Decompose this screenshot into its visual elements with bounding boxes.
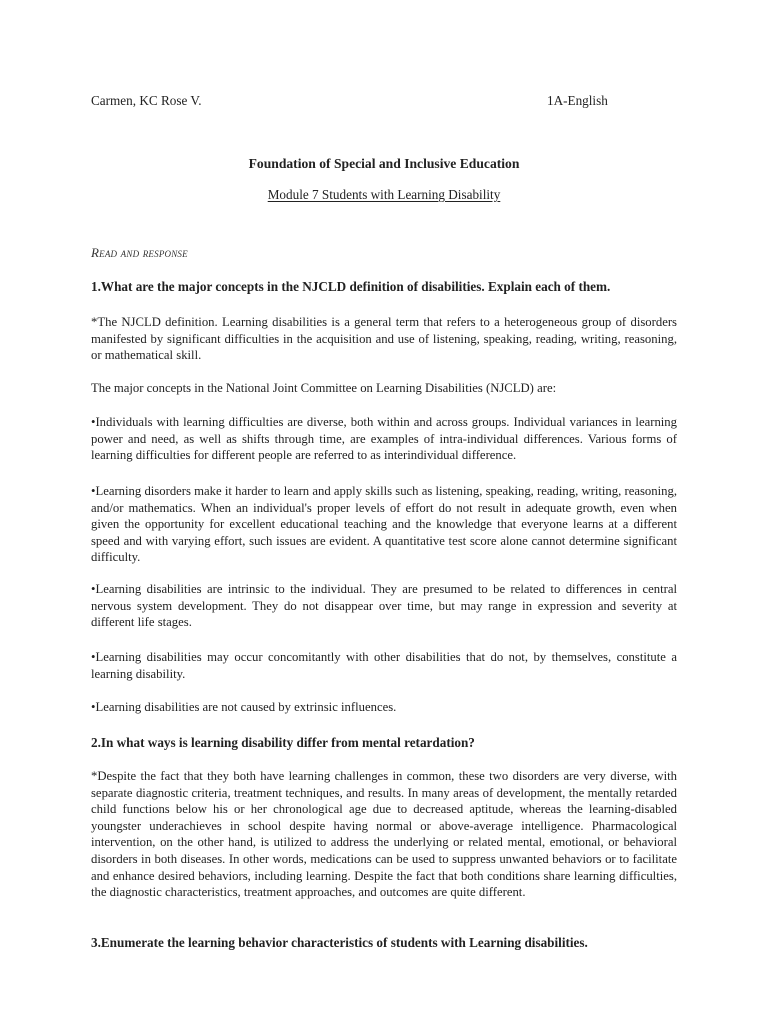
answer-1: *The NJCLD definition. Learning disabilities is a general term that refers to a heterogeneous group of disorders manifested by significant difficulties in the acquisition and use of listening, speaking, reading, writing, reasoning, or mathematical skill. bbox=[91, 315, 677, 363]
answer-1-bullet: •Learning disabilities are not caused by extrinsic influences. bbox=[91, 700, 397, 714]
question-1: 1.What are the major concepts in the NJCLD definition of disabilities. Explain each of them. bbox=[91, 279, 611, 294]
answer-1-bullet: •Individuals with learning difficulties are diverse, both within and across groups. Individual variances in learning power and need, as well as shifts through time, are examples of intra-individual differences. Various forms of learning difficulties for different people are referred to as interindividual difference. bbox=[91, 415, 677, 463]
document-subtitle-text: Module 7 Students with Learning Disability bbox=[267, 187, 501, 202]
student-section: 1A-English bbox=[547, 93, 608, 108]
student-name: Carmen, KC Rose V. bbox=[91, 93, 202, 108]
document-subtitle bbox=[0, 186, 768, 204]
answer-1-intro: The major concepts in the National Joint Committee on Learning Disabilities (NJCLD) are: bbox=[91, 381, 557, 395]
question-2: 2.In what ways is learning disability differ from mental retardation? bbox=[91, 735, 475, 750]
section-label: Read and response bbox=[91, 245, 188, 260]
answer-2: *Despite the fact that they both have learning challenges in common, these two disorders are very diverse, with separate diagnostic criteria, treatment techniques, and results. In many areas of development, the mentally retarded child functions below his or her chronological age due to decreased aptitude, whereas the learning-disabled youngster underachieves in school despite having normal or above-average intelligence. Pharmacological intervention, on the other hand, is utilized to address the underlying or related mental, emotional, or behavioral disorders in both diseases. In other words, medications can be used to suppress unwanted behaviors or to facilitate and enhance desired behaviors, including learning. Despite the fact that both conditions share learning difficulties, the diagnostic characteristics, treatment approaches, and outcomes are quite different. bbox=[91, 769, 677, 900]
document-title: Foundation of Special and Inclusive Education bbox=[248, 156, 520, 171]
question-3: 3.Enumerate the learning behavior characteristics of students with Learning disabilities. bbox=[91, 935, 588, 950]
answer-1-bullet: •Learning disabilities are intrinsic to the individual. They are presumed to be related to differences in central nervous system development. They do not disappear over time, but may range in expression and severity at different life stages. bbox=[91, 582, 677, 630]
answer-1-bullet: •Learning disorders make it harder to learn and apply skills such as listening, speaking, reading, writing, reasoning, and/or mathematics. When an individual's proper levels of effort do not result in adequate growth, even when given the opportunity for excellent educational teaching and the knowledge that everyone learns at a different speed and with varying effort, such issues are evident. A quantitative test score alone cannot determine significant difficulty. bbox=[91, 484, 677, 565]
answer-1-bullet: •Learning disabilities may occur concomitantly with other disabilities that do not, by themselves, constitute a learning disability. bbox=[91, 650, 677, 681]
